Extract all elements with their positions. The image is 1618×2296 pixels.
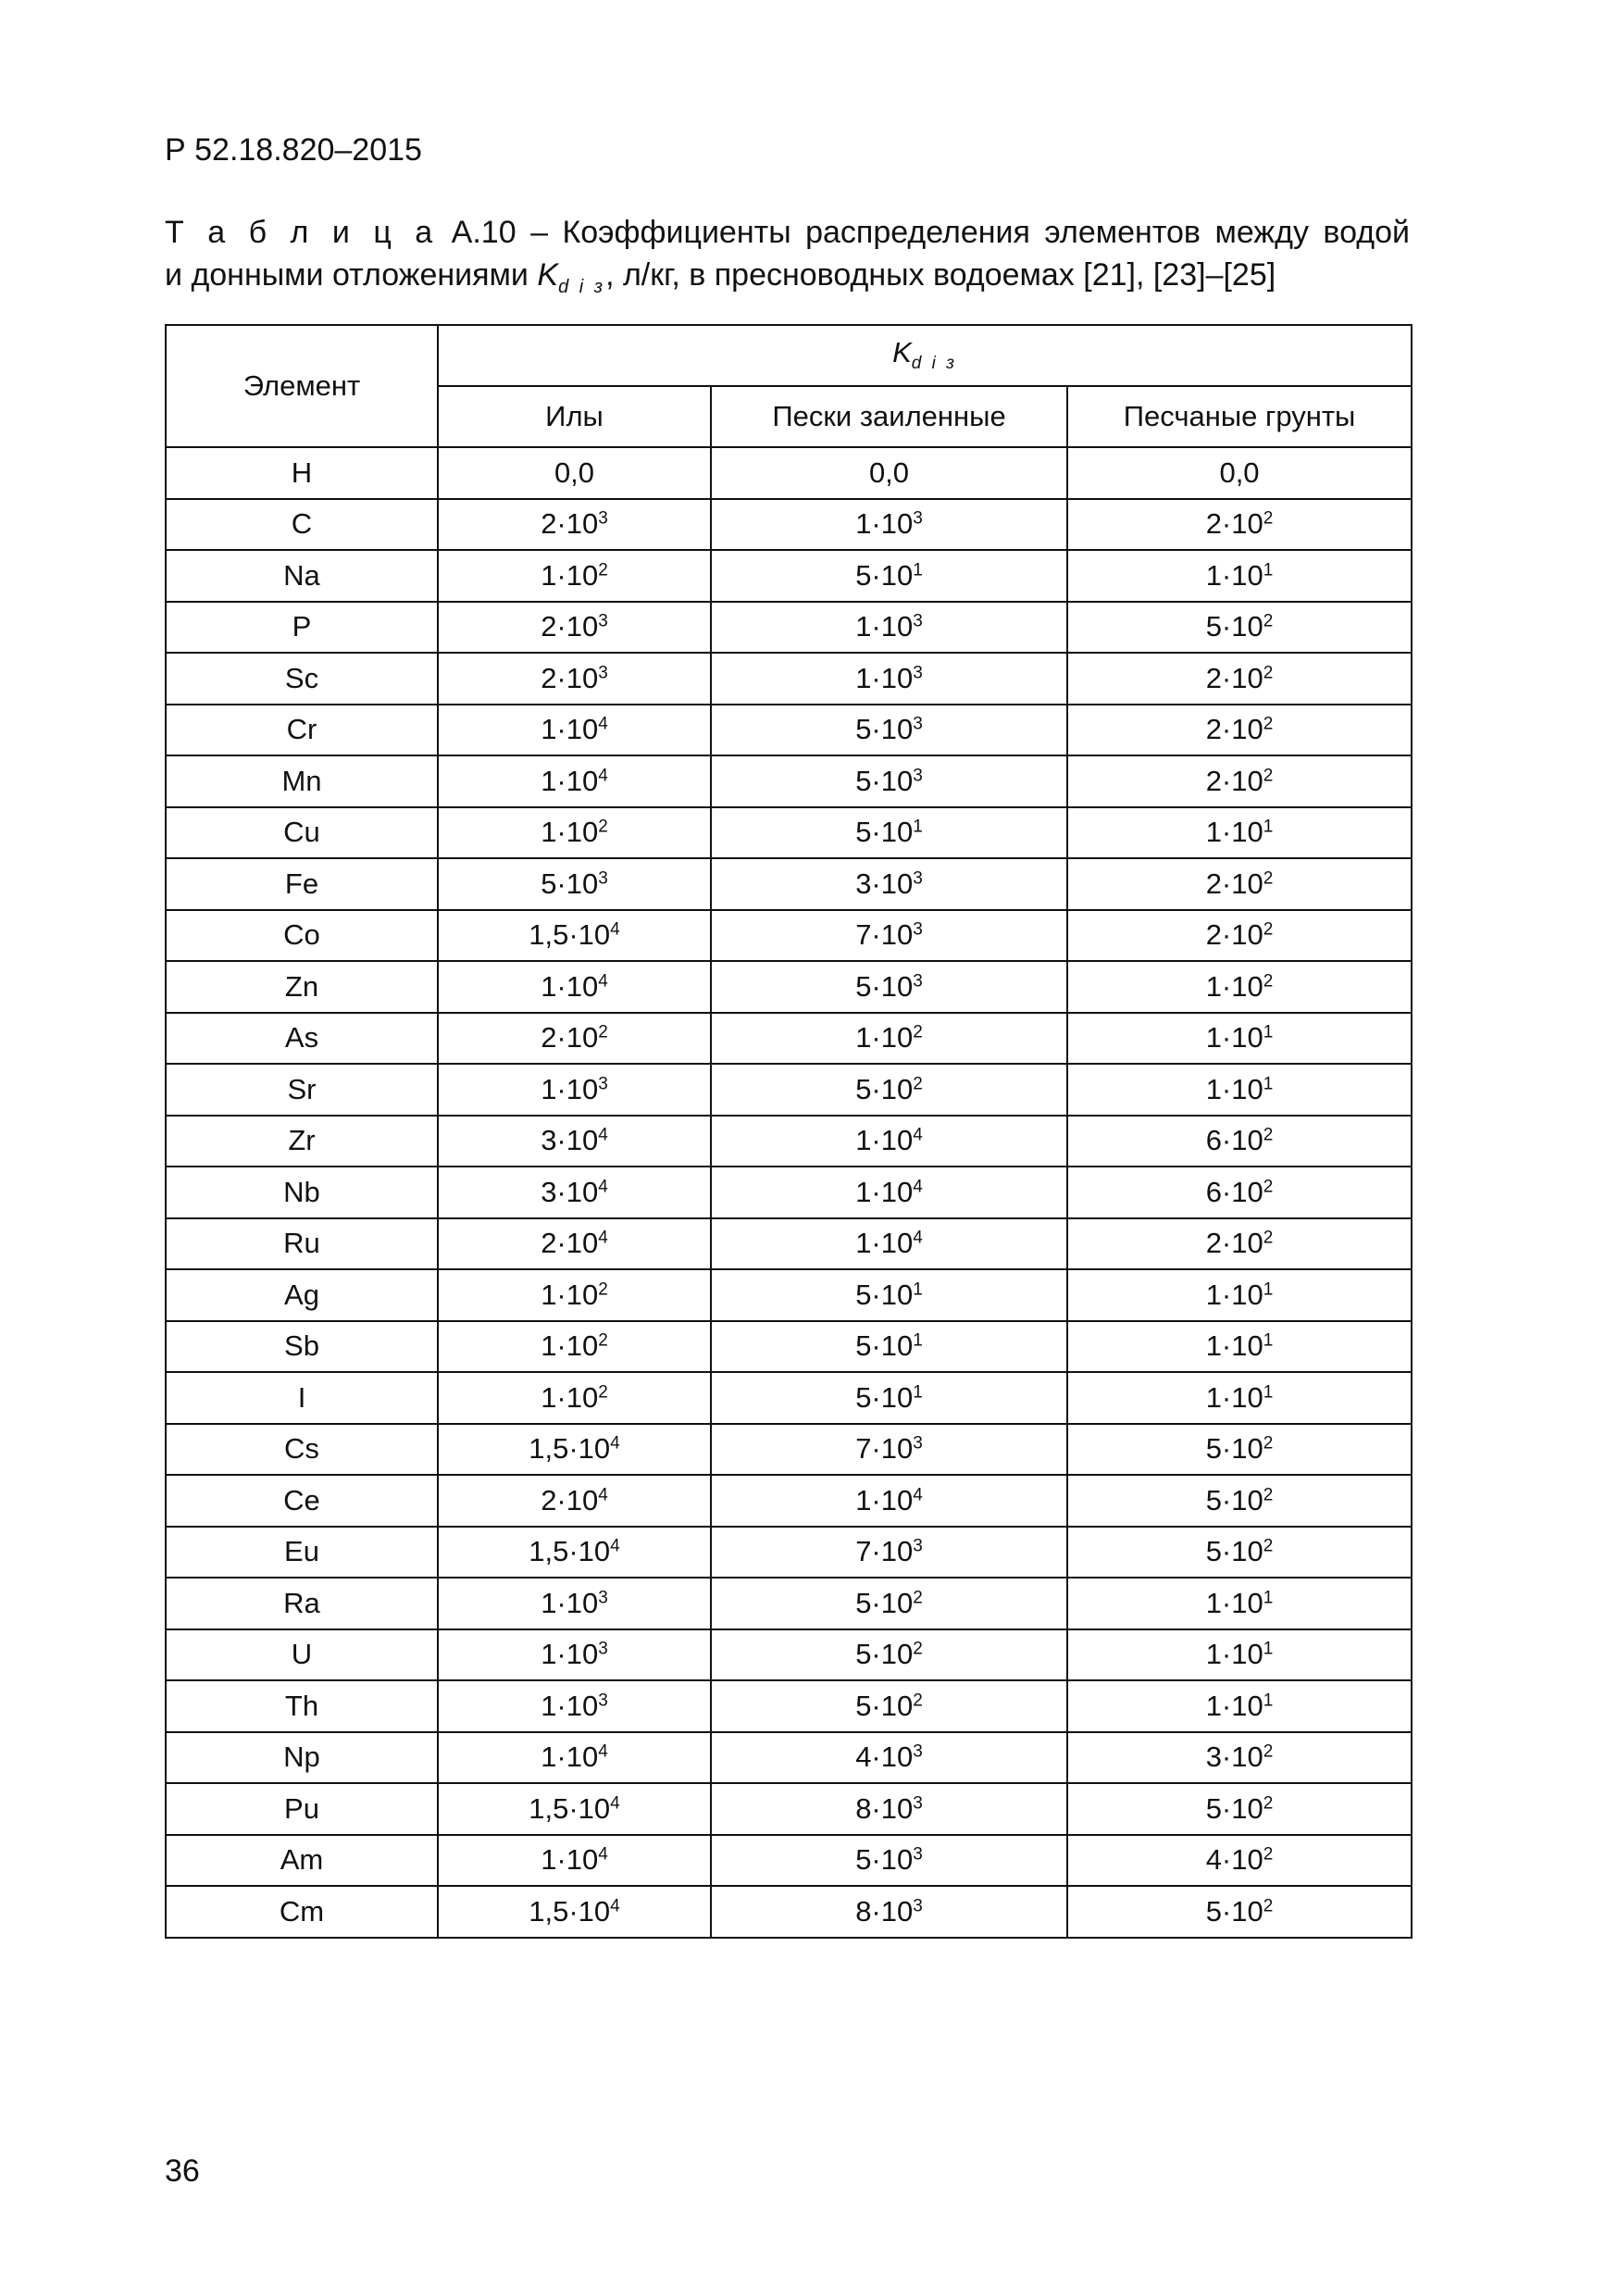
table-caption [165, 211, 1410, 308]
value-cell: $5\cdot 10^2$ [1067, 1527, 1412, 1578]
exponent: 2 [913, 1074, 923, 1094]
value-cell: $5\cdot 10^2$ [1067, 1424, 1412, 1476]
caption-symbol: K [537, 257, 559, 293]
value-cell: $1\cdot 10^1$ [1067, 550, 1412, 602]
exponent: 4 [610, 1536, 620, 1556]
value-cell: $2\cdot 10^2$ [1067, 499, 1412, 551]
value-cell: $1\cdot 10^1$ [1067, 1578, 1412, 1629]
exponent: 4 [598, 714, 608, 734]
exponent: 3 [598, 611, 608, 631]
table-row [166, 1629, 1412, 1681]
value-cell: $1,5\cdot 10^4$ [438, 1424, 711, 1476]
value-cell: $1\cdot 10^3$ [711, 499, 1067, 551]
value-cell: $2\cdot 10^4$ [438, 1218, 711, 1270]
exponent: 1 [1263, 1330, 1274, 1351]
value-cell: 0,0 [1067, 447, 1412, 499]
exponent: 4 [913, 1228, 923, 1248]
coefficients-table [165, 324, 1413, 1939]
element-cell: Co [166, 910, 438, 962]
value-cell: $6\cdot 10^2$ [1067, 1167, 1412, 1218]
element-cell: Mn [166, 755, 438, 807]
value-cell: $1\cdot 10^4$ [438, 755, 711, 807]
exponent: 2 [1263, 1536, 1274, 1556]
exponent: 3 [913, 1896, 923, 1916]
exponent: 3 [913, 1536, 923, 1556]
exponent: 1 [913, 817, 923, 837]
value-cell: $1\cdot 10^1$ [1067, 807, 1412, 859]
exponent: 1 [1263, 1382, 1274, 1403]
exponent: 2 [1263, 714, 1274, 734]
element-cell: Th [166, 1680, 438, 1732]
value-cell: $5\cdot 10^2$ [711, 1680, 1067, 1732]
value-cell: 0,0 [438, 447, 711, 499]
element-cell: Na [166, 550, 438, 602]
exponent: 1 [913, 1330, 923, 1351]
caption-line-1 [165, 211, 1410, 254]
value-cell: $1\cdot 10^4$ [711, 1218, 1067, 1270]
exponent: 4 [598, 1125, 608, 1145]
exponent: 4 [610, 1896, 620, 1916]
exponent: 1 [913, 560, 923, 580]
value-cell: $1\cdot 10^2$ [711, 1013, 1067, 1065]
value-cell: $1,5\cdot 10^4$ [438, 1886, 711, 1938]
value-cell: $2\cdot 10^3$ [438, 499, 711, 551]
exponent: 2 [1263, 508, 1274, 529]
value-cell: $1\cdot 10^4$ [711, 1116, 1067, 1167]
exponent: 3 [913, 663, 923, 683]
exponent: 4 [610, 1433, 620, 1454]
element-cell: I [166, 1372, 438, 1424]
value-cell: $5\cdot 10^2$ [1067, 1783, 1412, 1835]
value-cell: $2\cdot 10^2$ [438, 1013, 711, 1065]
exponent: 3 [913, 1844, 923, 1865]
value-cell: $1\cdot 10^2$ [438, 1321, 711, 1373]
element-cell: Cr [166, 705, 438, 756]
value-cell: $5\cdot 10^1$ [711, 1269, 1067, 1321]
table-header-row [166, 325, 1412, 386]
table-row [166, 1424, 1412, 1476]
caption-title: А.10 – Коэффициенты распределения элементов между водой [451, 215, 1410, 250]
element-cell: Sr [166, 1064, 438, 1116]
exponent: 1 [1263, 1588, 1274, 1608]
exponent: 1 [1263, 1691, 1274, 1711]
table-row [166, 1783, 1412, 1835]
value-cell: $5\cdot 10^2$ [711, 1578, 1067, 1629]
table-row [166, 1835, 1412, 1887]
value-cell: $5\cdot 10^1$ [711, 807, 1067, 859]
exponent: 1 [1263, 1074, 1274, 1094]
value-cell: $1\cdot 10^4$ [438, 1732, 711, 1784]
value-cell: $3\cdot 10^3$ [711, 858, 1067, 910]
value-cell: $2\cdot 10^2$ [1067, 653, 1412, 705]
exponent: 2 [913, 1639, 923, 1659]
exponent: 2 [598, 1279, 608, 1300]
exponent: 2 [1263, 1228, 1274, 1248]
header-ily: Илы [438, 386, 711, 447]
exponent: 2 [913, 1588, 923, 1608]
exponent: 3 [913, 611, 923, 631]
document-code: Р 52.18.820–2015 [165, 132, 422, 168]
value-cell: $2\cdot 10^4$ [438, 1475, 711, 1527]
value-cell: $1\cdot 10^4$ [438, 1835, 711, 1887]
exponent: 3 [913, 868, 923, 889]
table-row [166, 1269, 1412, 1321]
exponent: 3 [913, 714, 923, 734]
element-cell: Am [166, 1835, 438, 1887]
value-cell: $2\cdot 10^2$ [1067, 1218, 1412, 1270]
exponent: 1 [913, 1279, 923, 1300]
exponent: 3 [598, 1588, 608, 1608]
exponent: 4 [598, 1177, 608, 1197]
exponent: 3 [913, 1793, 923, 1814]
value-cell: $5\cdot 10^2$ [711, 1064, 1067, 1116]
value-cell: $1\cdot 10^4$ [438, 705, 711, 756]
exponent: 4 [610, 919, 620, 940]
exponent: 2 [1263, 868, 1274, 889]
exponent: 4 [598, 1228, 608, 1248]
exponent: 2 [598, 1022, 608, 1042]
value-cell: $3\cdot 10^4$ [438, 1167, 711, 1218]
value-cell: $1\cdot 10^3$ [438, 1680, 711, 1732]
exponent: 4 [913, 1125, 923, 1145]
value-cell: $5\cdot 10^2$ [1067, 1475, 1412, 1527]
element-cell: Fe [166, 858, 438, 910]
exponent: 3 [913, 1741, 923, 1762]
value-cell: $6\cdot 10^2$ [1067, 1116, 1412, 1167]
exponent: 3 [913, 1433, 923, 1454]
exponent: 1 [1263, 1639, 1274, 1659]
value-cell: $5\cdot 10^1$ [711, 1321, 1067, 1373]
value-cell: $1,5\cdot 10^4$ [438, 1783, 711, 1835]
element-cell: C [166, 499, 438, 551]
exponent: 2 [1263, 971, 1274, 992]
value-cell: $5\cdot 10^1$ [711, 550, 1067, 602]
header-element: Элемент [166, 325, 438, 447]
exponent: 2 [1263, 919, 1274, 940]
exponent: 1 [1263, 1279, 1274, 1300]
exponent: 2 [1263, 1793, 1274, 1814]
exponent: 2 [1263, 1741, 1274, 1762]
exponent: 3 [598, 1074, 608, 1094]
value-cell: $3\cdot 10^4$ [438, 1116, 711, 1167]
header-kd-subscript: d i з [911, 354, 957, 374]
exponent: 1 [1263, 560, 1274, 580]
element-cell: Cm [166, 1886, 438, 1938]
exponent: 4 [610, 1793, 620, 1814]
exponent: 2 [1263, 663, 1274, 683]
caption-line-2 [165, 254, 1410, 308]
exponent: 3 [913, 766, 923, 786]
value-cell: $8\cdot 10^3$ [711, 1886, 1067, 1938]
table-row [166, 1886, 1412, 1938]
value-cell: $1\cdot 10^3$ [438, 1629, 711, 1681]
element-cell: Zn [166, 961, 438, 1013]
table-row [166, 1013, 1412, 1065]
value-cell: $1\cdot 10^3$ [711, 602, 1067, 654]
value-cell: $5\cdot 10^2$ [1067, 1886, 1412, 1938]
exponent: 4 [598, 1485, 608, 1505]
element-cell: P [166, 602, 438, 654]
value-cell: $5\cdot 10^3$ [711, 755, 1067, 807]
element-cell: Cu [166, 807, 438, 859]
table-row [166, 653, 1412, 705]
value-cell: $1\cdot 10^2$ [438, 1269, 711, 1321]
element-cell: Eu [166, 1527, 438, 1578]
exponent: 3 [598, 1639, 608, 1659]
table-row [166, 602, 1412, 654]
value-cell: $7\cdot 10^3$ [711, 910, 1067, 962]
value-cell: $5\cdot 10^2$ [1067, 602, 1412, 654]
value-cell: $4\cdot 10^3$ [711, 1732, 1067, 1784]
table-row [166, 705, 1412, 756]
value-cell: $1\cdot 10^4$ [711, 1475, 1067, 1527]
header-kd-symbol: K [892, 336, 912, 369]
table-row [166, 755, 1412, 807]
exponent: 3 [598, 508, 608, 529]
value-cell: 0,0 [711, 447, 1067, 499]
caption-symbol-subscript: d i з [558, 276, 606, 297]
table-row [166, 1116, 1412, 1167]
page-number: 36 [165, 2153, 200, 2189]
value-cell: $5\cdot 10^3$ [438, 858, 711, 910]
value-cell: $1\cdot 10^2$ [438, 550, 711, 602]
exponent: 3 [598, 663, 608, 683]
value-cell: $1\cdot 10^4$ [438, 961, 711, 1013]
exponent: 3 [913, 919, 923, 940]
value-cell: $5\cdot 10^3$ [711, 961, 1067, 1013]
table-row [166, 1372, 1412, 1424]
value-cell: $1,5\cdot 10^4$ [438, 910, 711, 962]
table-row [166, 1167, 1412, 1218]
header-kd [438, 325, 1412, 386]
exponent: 4 [913, 1177, 923, 1197]
element-cell: Pu [166, 1783, 438, 1835]
exponent: 2 [1263, 1844, 1274, 1865]
caption-prefix: Т а б л и ц а [165, 215, 438, 250]
table-row [166, 1680, 1412, 1732]
table-row [166, 961, 1412, 1013]
element-cell: U [166, 1629, 438, 1681]
table-row [166, 807, 1412, 859]
value-cell: $1\cdot 10^3$ [711, 653, 1067, 705]
value-cell: $2\cdot 10^2$ [1067, 858, 1412, 910]
value-cell: $1\cdot 10^1$ [1067, 1629, 1412, 1681]
exponent: 4 [913, 1485, 923, 1505]
header-peski-zailennye: Пески заиленные [711, 386, 1067, 447]
value-cell: $1\cdot 10^1$ [1067, 1064, 1412, 1116]
table-row [166, 1475, 1412, 1527]
element-cell: Ag [166, 1269, 438, 1321]
exponent: 4 [598, 1844, 608, 1865]
element-cell: Ce [166, 1475, 438, 1527]
value-cell: $1\cdot 10^1$ [1067, 1013, 1412, 1065]
exponent: 2 [598, 817, 608, 837]
table-row [166, 910, 1412, 962]
table-row [166, 1732, 1412, 1784]
element-cell: Nb [166, 1167, 438, 1218]
element-cell: Np [166, 1732, 438, 1784]
value-cell: $5\cdot 10^1$ [711, 1372, 1067, 1424]
exponent: 2 [598, 1330, 608, 1351]
exponent: 2 [1263, 1896, 1274, 1916]
exponent: 2 [1263, 611, 1274, 631]
exponent: 3 [598, 1691, 608, 1711]
table-row [166, 1064, 1412, 1116]
exponent: 2 [598, 560, 608, 580]
value-cell: $1,5\cdot 10^4$ [438, 1527, 711, 1578]
element-cell: Ra [166, 1578, 438, 1629]
value-cell: $1\cdot 10^2$ [438, 807, 711, 859]
value-cell: $7\cdot 10^3$ [711, 1527, 1067, 1578]
exponent: 2 [598, 1382, 608, 1403]
value-cell: $1\cdot 10^1$ [1067, 1321, 1412, 1373]
element-cell: Ru [166, 1218, 438, 1270]
value-cell: $2\cdot 10^2$ [1067, 910, 1412, 962]
table-row [166, 1527, 1412, 1578]
element-cell: Sb [166, 1321, 438, 1373]
value-cell: $2\cdot 10^3$ [438, 653, 711, 705]
caption-line2-end: , л/кг, в пресноводных водоемах [21], [23]–[25] [605, 257, 1276, 293]
value-cell: $7\cdot 10^3$ [711, 1424, 1067, 1476]
value-cell: $1\cdot 10^2$ [1067, 961, 1412, 1013]
table-row [166, 499, 1412, 551]
value-cell: $1\cdot 10^2$ [438, 1372, 711, 1424]
exponent: 4 [598, 766, 608, 786]
exponent: 3 [913, 971, 923, 992]
exponent: 3 [913, 508, 923, 529]
element-cell: Zr [166, 1116, 438, 1167]
exponent: 2 [1263, 1125, 1274, 1145]
element-cell: H [166, 447, 438, 499]
caption-line2-start: и донными отложениями [165, 257, 529, 293]
value-cell: $5\cdot 10^3$ [711, 705, 1067, 756]
value-cell: $3\cdot 10^2$ [1067, 1732, 1412, 1784]
value-cell: $1\cdot 10^3$ [438, 1064, 711, 1116]
header-peschanye-grunty: Песчаные грунты [1067, 386, 1412, 447]
value-cell: $1\cdot 10^1$ [1067, 1372, 1412, 1424]
value-cell: $4\cdot 10^2$ [1067, 1835, 1412, 1887]
exponent: 1 [1263, 817, 1274, 837]
exponent: 2 [1263, 1485, 1274, 1505]
table-row [166, 858, 1412, 910]
value-cell: $8\cdot 10^3$ [711, 1783, 1067, 1835]
table-row [166, 1218, 1412, 1270]
exponent: 2 [1263, 766, 1274, 786]
value-cell: $2\cdot 10^3$ [438, 602, 711, 654]
element-cell: Sc [166, 653, 438, 705]
value-cell: $1\cdot 10^1$ [1067, 1680, 1412, 1732]
exponent: 4 [598, 971, 608, 992]
value-cell: $2\cdot 10^2$ [1067, 755, 1412, 807]
value-cell: $2\cdot 10^2$ [1067, 705, 1412, 756]
exponent: 1 [913, 1382, 923, 1403]
table-row [166, 447, 1412, 499]
table-row [166, 1321, 1412, 1373]
exponent: 2 [1263, 1433, 1274, 1454]
value-cell: $5\cdot 10^3$ [711, 1835, 1067, 1887]
table-body [166, 447, 1412, 1938]
exponent: 3 [598, 868, 608, 889]
exponent: 4 [598, 1741, 608, 1762]
element-cell: As [166, 1013, 438, 1065]
value-cell: $1\cdot 10^1$ [1067, 1269, 1412, 1321]
value-cell: $5\cdot 10^2$ [711, 1629, 1067, 1681]
value-cell: $1\cdot 10^3$ [438, 1578, 711, 1629]
exponent: 2 [913, 1691, 923, 1711]
exponent: 2 [1263, 1177, 1274, 1197]
exponent: 2 [913, 1022, 923, 1042]
element-cell: Cs [166, 1424, 438, 1476]
exponent: 1 [1263, 1022, 1274, 1042]
table-row [166, 1578, 1412, 1629]
table-row [166, 550, 1412, 602]
value-cell: $1\cdot 10^4$ [711, 1167, 1067, 1218]
